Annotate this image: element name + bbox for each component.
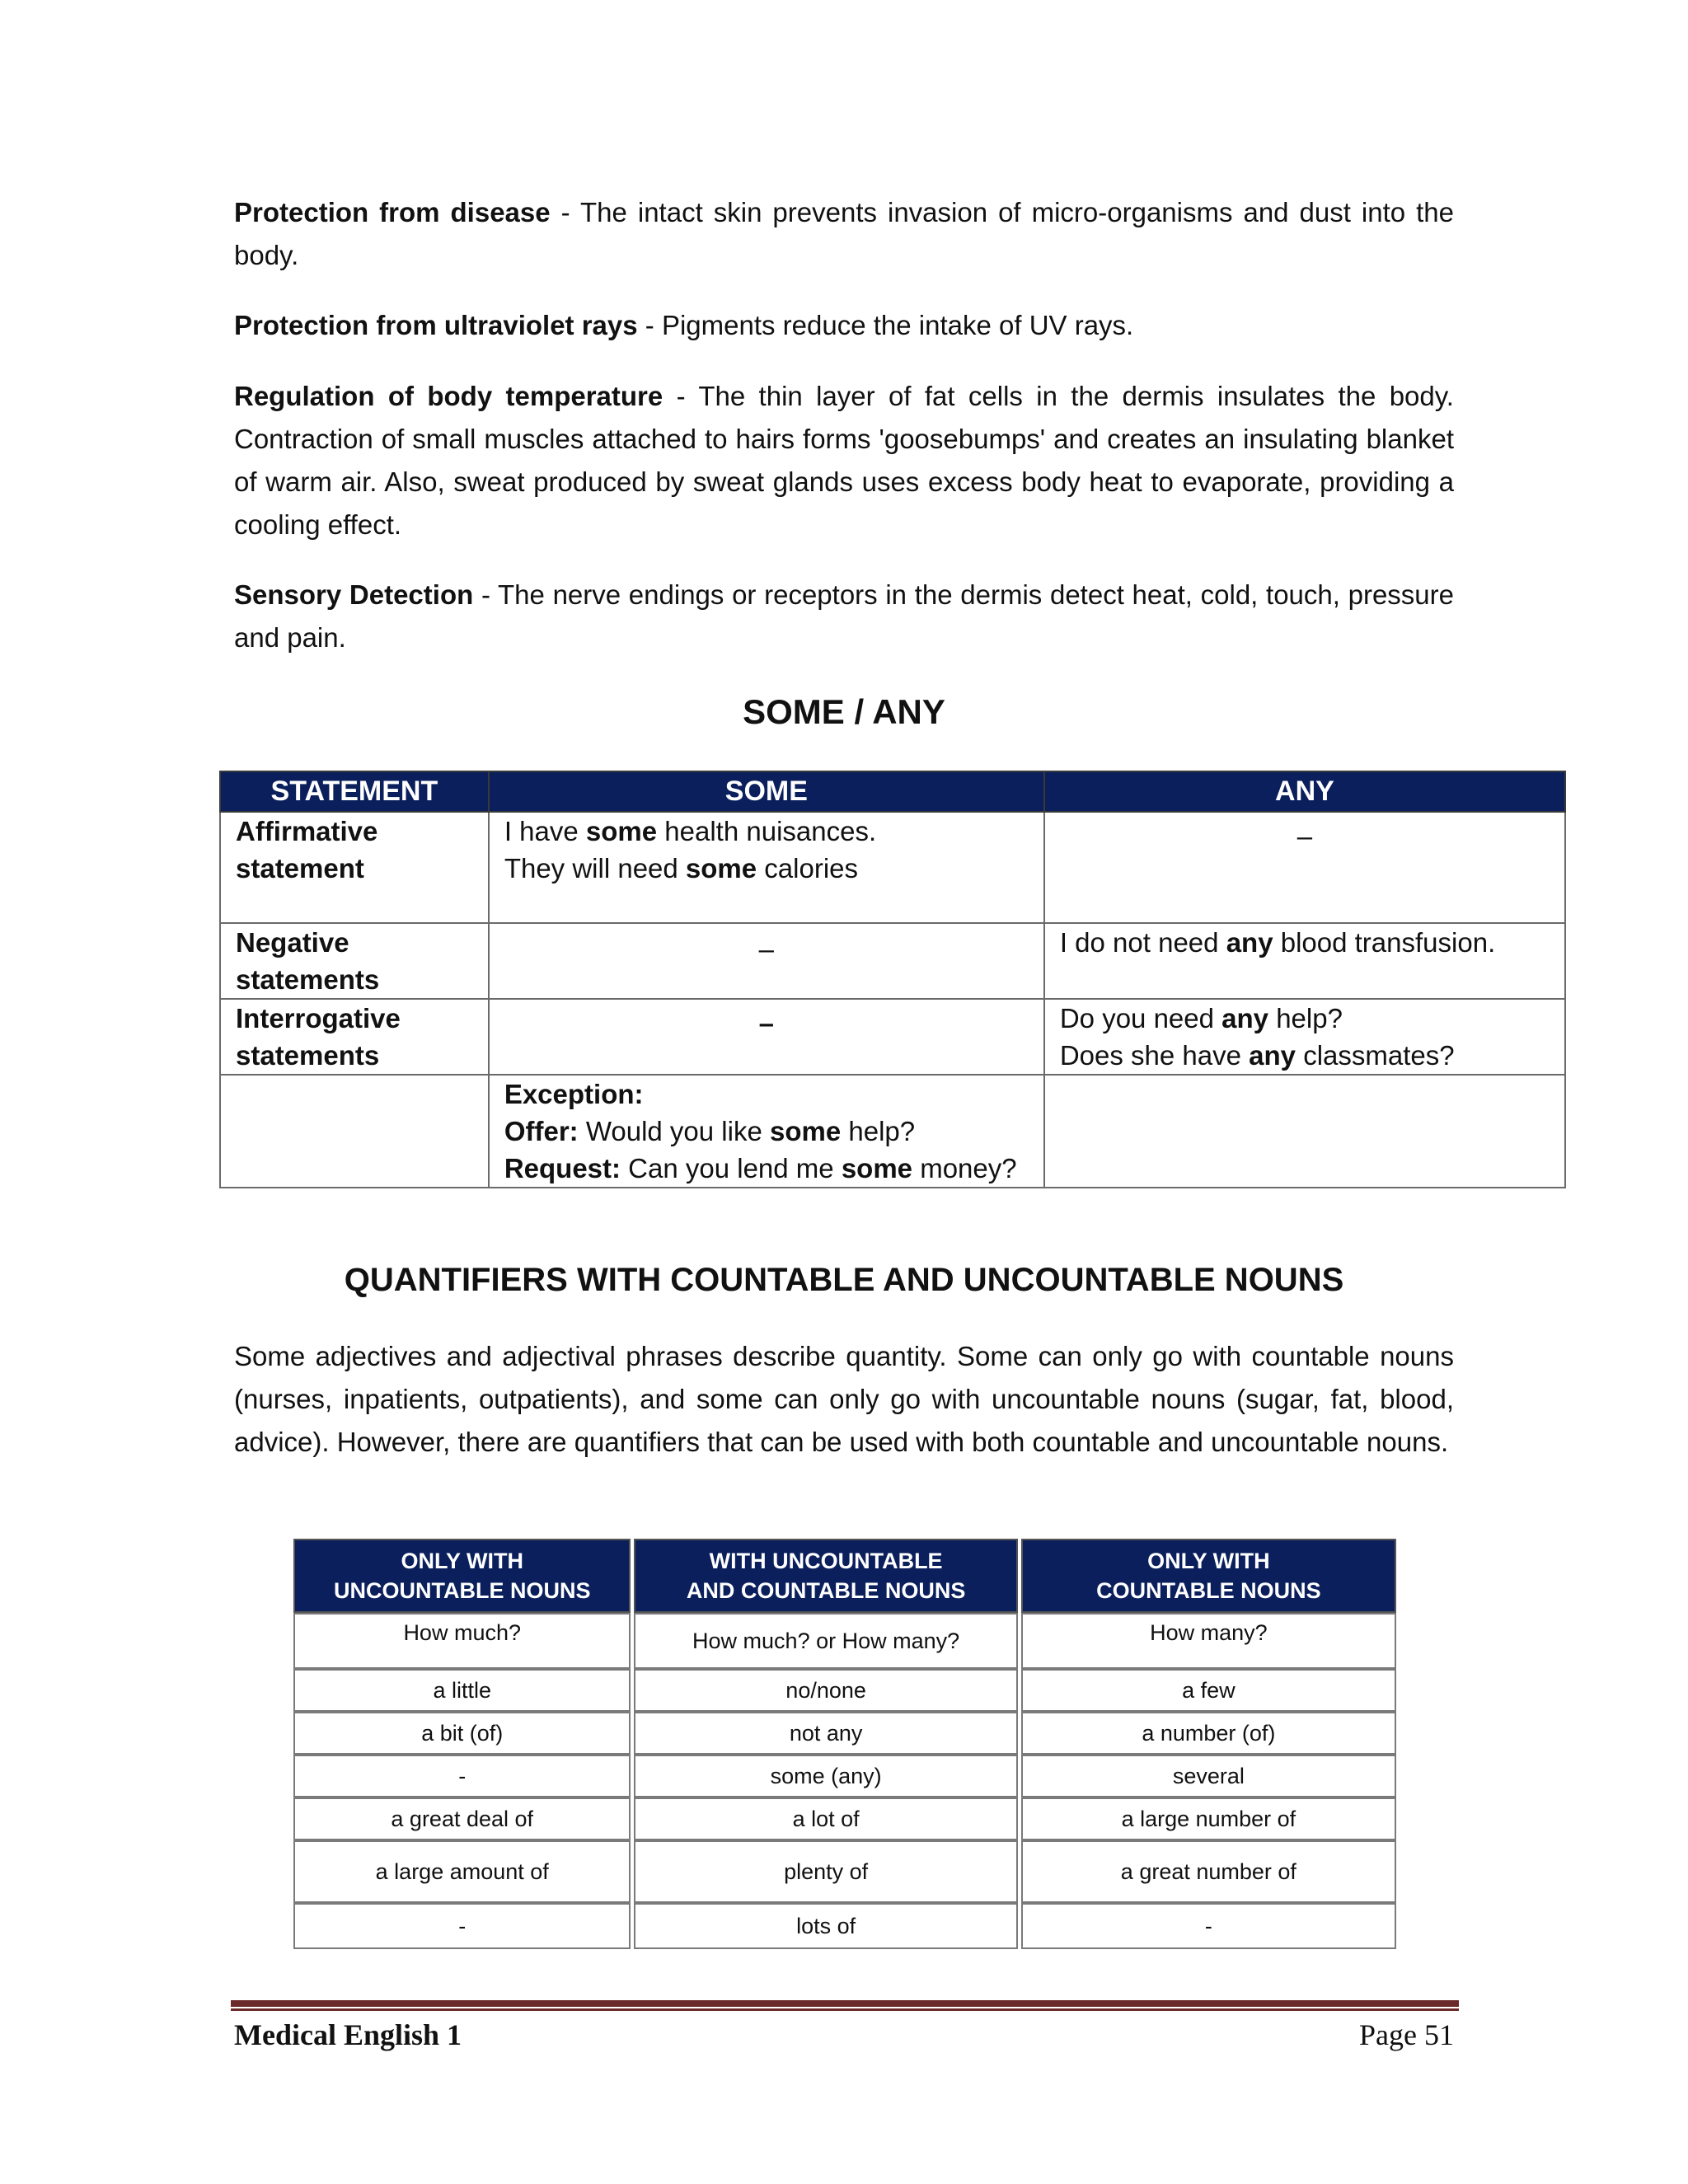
footer-divider bbox=[231, 2008, 1459, 2011]
paragraph-temperature bbox=[234, 375, 1454, 546]
keyword: any bbox=[1221, 1003, 1269, 1033]
text: Can you lend me bbox=[621, 1153, 842, 1183]
table-cell: - bbox=[293, 1903, 631, 1949]
text: help? bbox=[1268, 1003, 1343, 1033]
table-cell: a large amount of bbox=[293, 1840, 631, 1903]
table-cell: several bbox=[1021, 1755, 1396, 1797]
table-header-row bbox=[220, 771, 1565, 812]
keyword: some bbox=[841, 1153, 913, 1183]
label-line: statements bbox=[236, 1040, 380, 1071]
keyword: some bbox=[685, 853, 757, 883]
table-cell: a little bbox=[293, 1669, 631, 1712]
row-label bbox=[220, 999, 489, 1075]
table-cell: a few bbox=[1021, 1669, 1396, 1712]
header-any: ANY bbox=[1044, 771, 1565, 812]
paragraph-sensory bbox=[234, 574, 1454, 659]
text: Does she have bbox=[1059, 1040, 1250, 1071]
keyword: any bbox=[1249, 1040, 1296, 1071]
table-cell: a lot of bbox=[634, 1797, 1017, 1840]
table-cell: not any bbox=[634, 1712, 1017, 1755]
some-cell: – bbox=[489, 923, 1044, 999]
some-cell: – bbox=[489, 999, 1044, 1075]
header-some: SOME bbox=[489, 771, 1044, 812]
text: health nuisances. bbox=[657, 816, 877, 846]
header-statement: STATEMENT bbox=[220, 771, 489, 812]
text: Would you like bbox=[578, 1116, 770, 1146]
table-cell: some (any) bbox=[634, 1755, 1017, 1797]
text: calories bbox=[757, 853, 859, 883]
definition: - Pigments reduce the intake of UV rays. bbox=[637, 310, 1134, 340]
label-line: Negative bbox=[236, 927, 349, 958]
definition: - The intact skin prevents invasion of micro-organisms and dust into the body. bbox=[234, 197, 1454, 270]
footer-page-number: Page 51 bbox=[1359, 2018, 1454, 2051]
table-cell: - bbox=[1021, 1903, 1396, 1949]
keyword: some bbox=[585, 816, 658, 846]
table-row bbox=[220, 1075, 1565, 1188]
term: Protection from ultraviolet rays bbox=[234, 310, 638, 340]
label-line: Interrogative bbox=[236, 1003, 401, 1033]
table-row bbox=[220, 999, 1565, 1075]
quantifiers-table bbox=[290, 1539, 1400, 1949]
footer-book-title: Medical English 1 bbox=[234, 2018, 462, 2051]
term: Protection from disease bbox=[234, 197, 551, 227]
some-any-heading: SOME / ANY bbox=[743, 692, 945, 731]
exception-cell bbox=[489, 1075, 1044, 1188]
text: help? bbox=[841, 1116, 916, 1146]
table-cell: a great number of bbox=[1021, 1840, 1396, 1903]
keyword: any bbox=[1226, 927, 1273, 958]
table-row bbox=[220, 923, 1565, 999]
quantifiers-heading: QUANTIFIERS WITH COUNTABLE AND UNCOUNTABLE NOUNS bbox=[344, 1262, 1344, 1298]
header-line: WITH UNCOUNTABLE bbox=[709, 1549, 943, 1573]
table-row bbox=[220, 812, 1565, 923]
table-row bbox=[293, 1712, 1396, 1755]
label-line: statements bbox=[236, 964, 380, 995]
keyword: some bbox=[770, 1116, 842, 1146]
some-any-table bbox=[219, 771, 1566, 1188]
table-cell: How much? bbox=[293, 1613, 631, 1669]
table-cell: a large number of bbox=[1021, 1797, 1396, 1840]
table-row bbox=[293, 1755, 1396, 1797]
table-cell: a number (of) bbox=[1021, 1712, 1396, 1755]
exception-title: Exception: bbox=[504, 1079, 644, 1109]
table-cell: no/none bbox=[634, 1669, 1017, 1712]
text: I have bbox=[504, 816, 586, 846]
text: Do you need bbox=[1059, 1003, 1222, 1033]
table-cell: lots of bbox=[634, 1903, 1017, 1949]
label-line: statement bbox=[236, 853, 364, 883]
row-label bbox=[220, 923, 489, 999]
term: Sensory Detection bbox=[234, 579, 474, 610]
header-both bbox=[634, 1539, 1017, 1613]
table-row bbox=[293, 1840, 1396, 1903]
header-line: COUNTABLE NOUNS bbox=[1096, 1578, 1321, 1603]
table-cell: plenty of bbox=[634, 1840, 1017, 1903]
footer-divider bbox=[231, 2000, 1459, 2007]
label-line: Affirmative bbox=[236, 816, 378, 846]
any-cell: – bbox=[1044, 812, 1565, 923]
definition: - The thin layer of fat cells in the dermis insulates the body. Contraction of small muscles attached to hairs forms 'goosebumps' and creates an insulating blanket of warm air. Also, sweat produced by sweat glands uses excess body heat to evaporate, providing a cooling effect. bbox=[234, 381, 1454, 540]
text: They will need bbox=[504, 853, 686, 883]
any-cell bbox=[1044, 923, 1565, 999]
text: money? bbox=[912, 1153, 1017, 1183]
header-line: ONLY WITH bbox=[401, 1549, 523, 1573]
offer-label: Offer: bbox=[504, 1116, 579, 1146]
table-cell: a great deal of bbox=[293, 1797, 631, 1840]
definition: - The nerve endings or receptors in the dermis detect heat, cold, touch, pressure and pain. bbox=[234, 579, 1454, 653]
table-cell: How much? or How many? bbox=[634, 1613, 1017, 1669]
table-row bbox=[293, 1903, 1396, 1949]
some-cell bbox=[489, 812, 1044, 923]
text: I do not need bbox=[1059, 927, 1226, 958]
header-countable bbox=[1021, 1539, 1396, 1613]
table-row bbox=[293, 1797, 1396, 1840]
table-cell: How many? bbox=[1021, 1613, 1396, 1669]
any-cell bbox=[1044, 999, 1565, 1075]
quantifiers-intro: Some adjectives and adjectival phrases describe quantity. Some can only go with countable nouns (nurses, inpatients, outpatients), and some can only go with uncountable nouns (sugar, fat, blood, advice). However, there are quantifiers that can be used with both countable and uncountable nouns. bbox=[234, 1341, 1454, 1457]
text: classmates? bbox=[1296, 1040, 1455, 1071]
table-cell: - bbox=[293, 1755, 631, 1797]
text: blood transfusion. bbox=[1273, 927, 1496, 958]
row-label bbox=[220, 1075, 489, 1188]
request-label: Request: bbox=[504, 1153, 621, 1183]
paragraph-uv bbox=[234, 304, 1454, 347]
table-cell: a bit (of) bbox=[293, 1712, 631, 1755]
paragraph-disease bbox=[234, 191, 1454, 277]
header-line: UNCOUNTABLE NOUNS bbox=[333, 1578, 591, 1603]
header-uncountable bbox=[293, 1539, 631, 1613]
table-row bbox=[293, 1669, 1396, 1712]
header-line: ONLY WITH bbox=[1147, 1549, 1270, 1573]
table-header-row bbox=[293, 1539, 1396, 1613]
table-row bbox=[293, 1613, 1396, 1669]
any-cell bbox=[1044, 1075, 1565, 1188]
header-line: AND COUNTABLE NOUNS bbox=[686, 1578, 966, 1603]
row-label bbox=[220, 812, 489, 923]
term: Regulation of body temperature bbox=[234, 381, 663, 411]
